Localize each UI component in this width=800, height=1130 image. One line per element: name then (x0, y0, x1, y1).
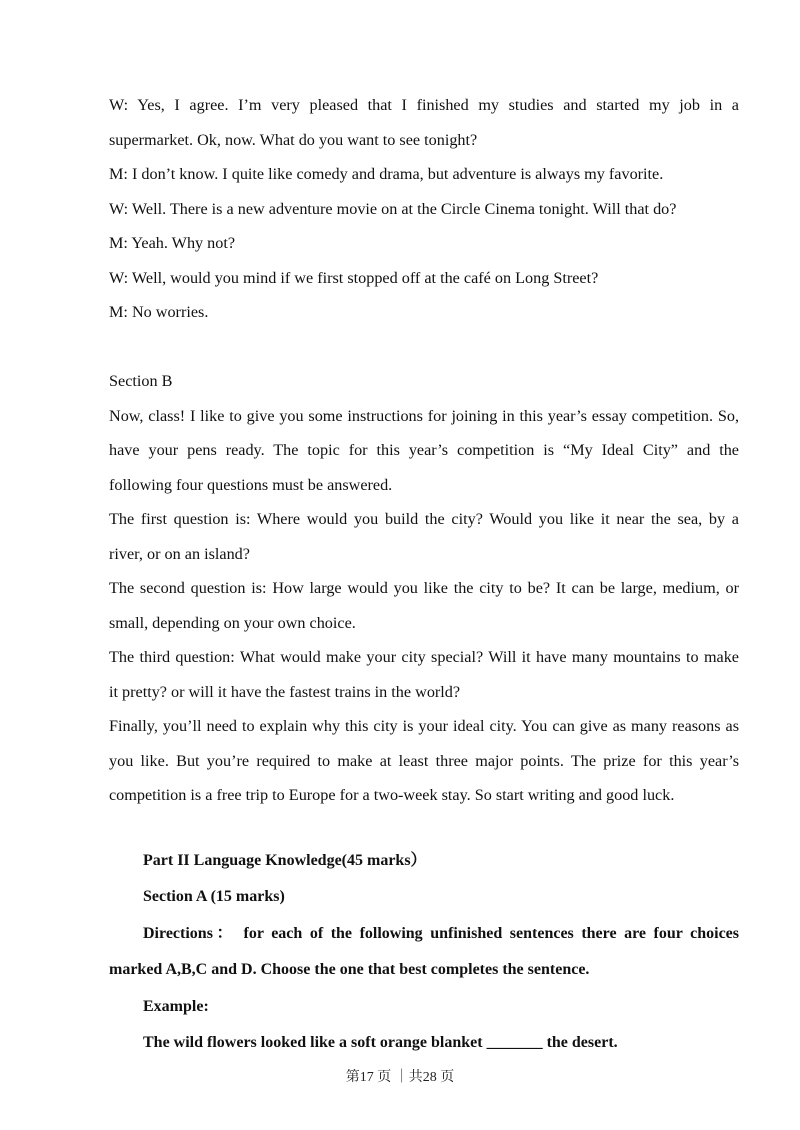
section-b-line: river, or on an island? (109, 544, 250, 563)
dialogue-line: M: No worries. (109, 303, 209, 321)
section-b-line: you like. But you’re required to make at least three major points. The prize for this year’s (109, 751, 739, 770)
section-b-line: competition is a free trip to Europe for a two-week stay. So start writing and good luck. (109, 786, 675, 804)
paragraph-gap (109, 330, 739, 365)
dialogue-line: W: Well. There is a new adventure movie on at the Circle Cinema tonight. Will that do? (109, 199, 677, 218)
part-title: Part II Language Knowledge(45 marks） (143, 851, 427, 869)
section-b-line: it pretty? or will it have the fastest trains in the world? (109, 682, 461, 701)
section-b-line: following four questions must be answered. (109, 475, 393, 494)
section-b-heading: Section B (109, 372, 173, 390)
section-b-line: small, depending on your own choice. (109, 613, 356, 632)
section-b-line: have your pens ready. The topic for this year’s competition is “My Ideal City” and the (109, 441, 739, 459)
dialogue-line: W: Yes, I agree. I’m very pleased that I finished my studies and started my job in a (109, 96, 739, 114)
section-b-line: The first question is: Where would you build the city? Would you like it near the sea, by a (109, 510, 739, 528)
directions-line: Directions： for each of the following unfinished sentences there are four choices (143, 924, 739, 942)
example-label: Example: (143, 997, 209, 1015)
example-sentence: The wild flowers looked like a soft orange blanket _______ the desert. (143, 1034, 618, 1052)
dialogue-line: W: Well, would you mind if we first stopped off at the café on Long Street? (109, 268, 599, 287)
dialogue-line: supermarket. Ok, now. What do you want to see tonight? (109, 130, 478, 149)
page-footer: 第17 页 ｜共28 页 (345, 1070, 455, 1085)
section-b-line: The second question is: How large would you like the city to be? It can be large, medium, or (109, 579, 739, 597)
directions-line: marked A,B,C and D. Choose the one that best completes the sentence. (109, 961, 590, 979)
dialogue-line: M: Yeah. Why not? (109, 234, 236, 252)
section-b-line: Finally, you’ll need to explain why this city is your ideal city. You can give as many reasons as (109, 717, 739, 735)
section-a-heading: Section A (15 marks) (143, 888, 285, 906)
paragraph-gap (109, 813, 739, 843)
section-b-line: The third question: What would make your city special? Will it have many mountains to make (109, 648, 739, 666)
section-b-line: Now, class! I like to give you some instructions for joining in this year’s essay competition. So, (109, 406, 739, 425)
dialogue-line: M: I don’t know. I quite like comedy and drama, but adventure is always my favorite. (109, 165, 664, 183)
page-content (109, 88, 739, 1062)
